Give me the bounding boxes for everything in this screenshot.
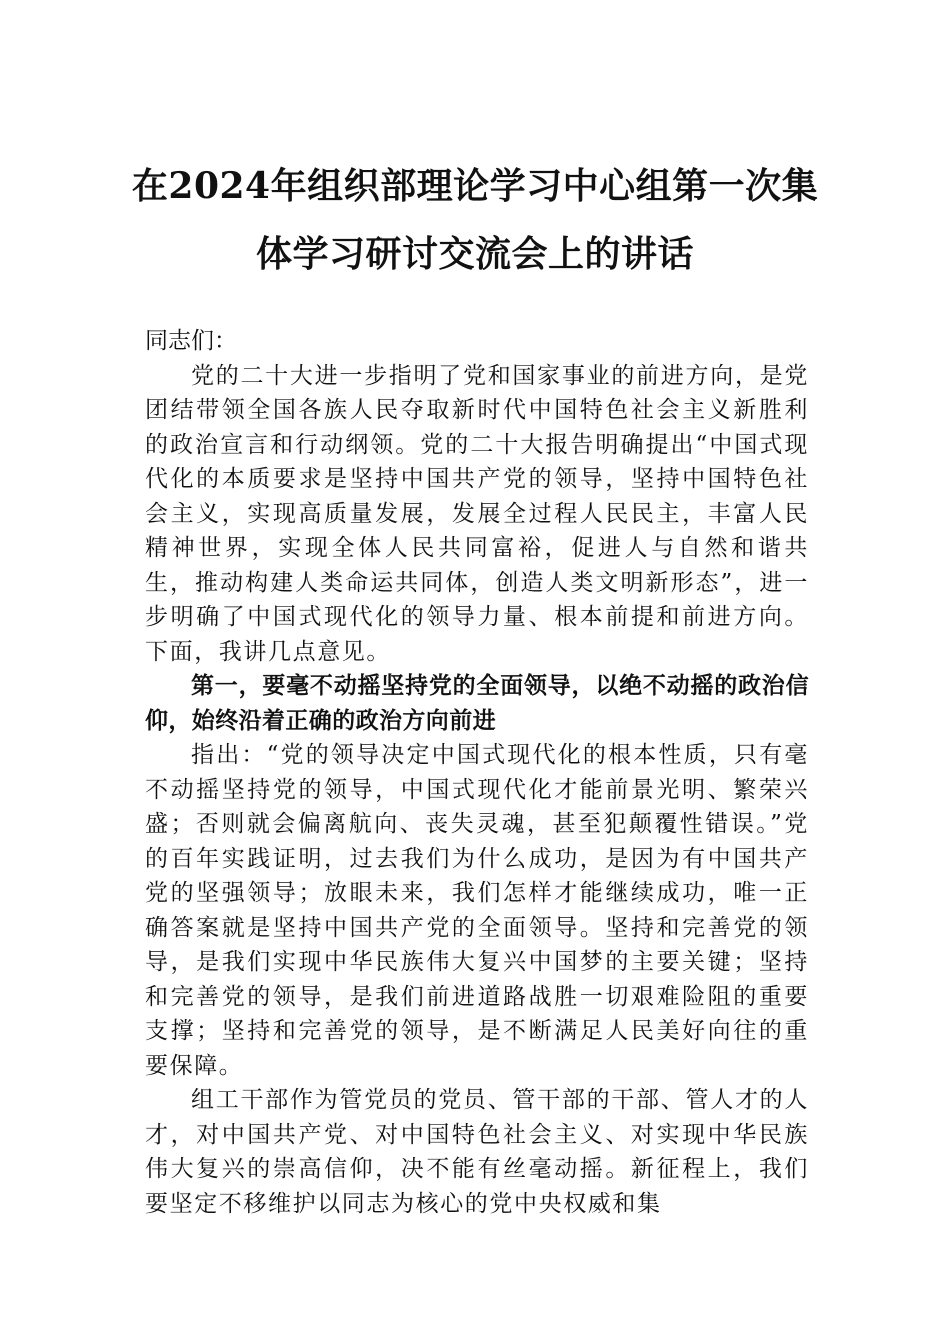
- salutation: 同志们：: [145, 328, 237, 354]
- paragraph-cadres: 组工干部作为管党员的党员、管干部的干部、管人才的人才，对中国共产党、对中国特色社会主义、对实现中华民族伟大复兴的崇高信仰，决不能有丝毫动摇。新征程上，我们要坚定不移维护以同志为核心的党中央权威和集: [145, 1087, 809, 1217]
- paragraph-intro: 党的二十大进一步指明了党和国家事业的前进方向，是党团结带领全国各族人民夺取新时代中国特色社会主义新胜利的政治宣言和行动纲领。党的二十大报告明确提出“中国式现代化的本质要求是坚持中国共产党的领导，坚持中国特色社会主义，实现高质量发展，发展全过程人民民主，丰富人民精神世界，实现全体人民共同富裕，促进人与自然和谐共生，推动构建人类命运共同体，创造人类文明新形态”，进一步明确了中国式现代化的领导力量、根本前提和前进方向。下面，我讲几点意见。: [145, 362, 809, 665]
- section-heading-1: 第一，要毫不动摇坚持党的全面领导，以绝不动摇的政治信仰，始终沿着正确的政治方向前进: [145, 673, 809, 734]
- document-body: [145, 324, 809, 1221]
- document-title: 在2024年组织部理论学习中心组第一次集体学习研讨交流会上的讲话: [131, 165, 819, 275]
- paragraph-quote: 指出：“党的领导决定中国式现代化的根本性质，只有毫不动摇坚持党的领导，中国式现代化才能前景光明、繁荣兴盛；否则就会偏离航向、丧失灵魂，甚至犯颠覆性错误。”党的百年实践证明，过去我们为什么成功，是因为有中国共产党的坚强领导；放眼未来，我们怎样才能继续成功，唯一正确答案就是坚持中国共产党的全面领导。坚持和完善党的领导，是我们实现中华民族伟大复兴中国梦的主要关键；坚持和完善党的领导，是我们前进道路战胜一切艰难险阻的重要支撑；坚持和完善党的领导，是不断满足人民美好向往的重要保障。: [145, 742, 809, 1079]
